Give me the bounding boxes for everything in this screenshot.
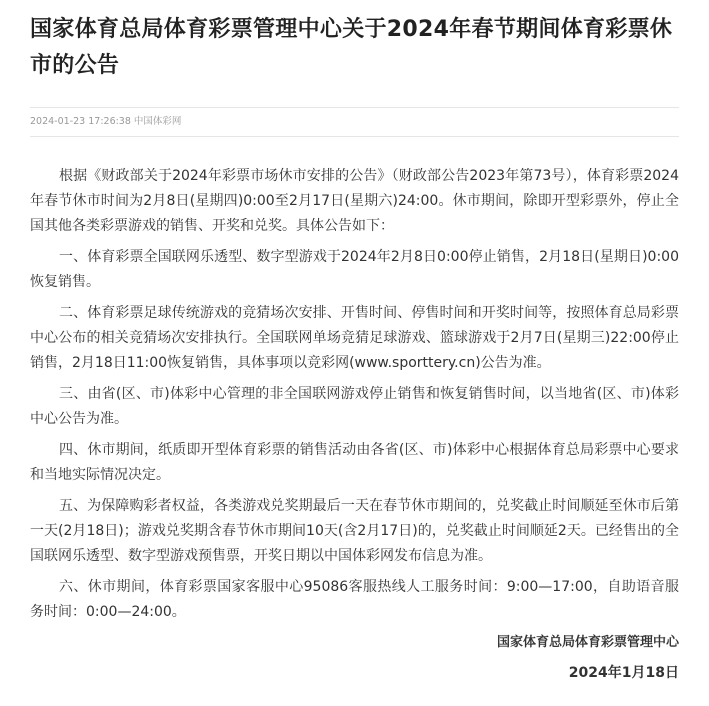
paragraph-6: 六、休市期间，体育彩票国家客服中心95086客服热线人工服务时间：9:00—17:00，自助语音服务时间：0:00—24:00。 — [30, 579, 679, 620]
meta-divider — [30, 136, 679, 137]
title-divider — [30, 107, 679, 108]
signature-date: 2024年1月18日 — [568, 665, 679, 681]
article-body — [30, 164, 679, 625]
paragraph-5: 五、为保障购彩者权益，各类游戏兑奖期最后一天在春节休市期间的，兑奖截止时间顺延至休市后第一天(2月18日)；游戏兑奖期含春节休市期间10天(含2月17日)的，兑奖截止时间顺延2天。已经售出的全国联网乐透型、数字型游戏预售票，开奖日期以中国体彩网发布信息为准。 — [30, 498, 679, 564]
article-source[interactable]: 中国体彩网 — [133, 116, 182, 127]
signature-org: 国家体育总局体育彩票管理中心 — [496, 635, 679, 650]
paragraph-4: 四、休市期间，纸质即开型体育彩票的销售活动由各省(区、市)体彩中心根据体育总局彩票中心要求和当地实际情况决定。 — [30, 442, 679, 483]
publish-date: 2024-01-23 17:26:38 — [30, 116, 131, 127]
paragraph-intro: 根据《财政部关于2024年彩票市场休市安排的公告》（财政部公告2023年第73号），体育彩票2024年春节休市时间为2月8日(星期四)0:00至2月17日(星期六)24:00。休市期间，除即开型彩票外，停止全国其他各类彩票游戏的销售、开奖和兑奖。具体公告如下： — [30, 168, 679, 234]
paragraph-3: 三、由省(区、市)体彩中心管理的非全国联网游戏停止销售和恢复销售时间，以当地省(区、市)体彩中心公告为准。 — [30, 386, 679, 427]
article-title: 国家体育总局体育彩票管理中心关于2024年春节期间体育彩票休市的公告 — [30, 17, 673, 78]
paragraph-2: 二、体育彩票足球传统游戏的竞猜场次安排、开售时间、停售时间和开奖时间等，按照体育总局彩票中心公布的相关竞猜场次安排执行。全国联网单场竞猜足球游戏、篮球游戏于2月7日(星期三)22:00停止销售，2月18日11:00恢复销售，具体事项以竞彩网(www.sporttery.cn)公告为准。 — [30, 305, 679, 371]
article — [30, 0, 679, 681]
article-meta — [30, 115, 679, 129]
paragraph-1: 一、体育彩票全国联网乐透型、数字型游戏于2024年2月8日0:00停止销售，2月18日(星期日)0:00恢复销售。 — [30, 249, 679, 290]
